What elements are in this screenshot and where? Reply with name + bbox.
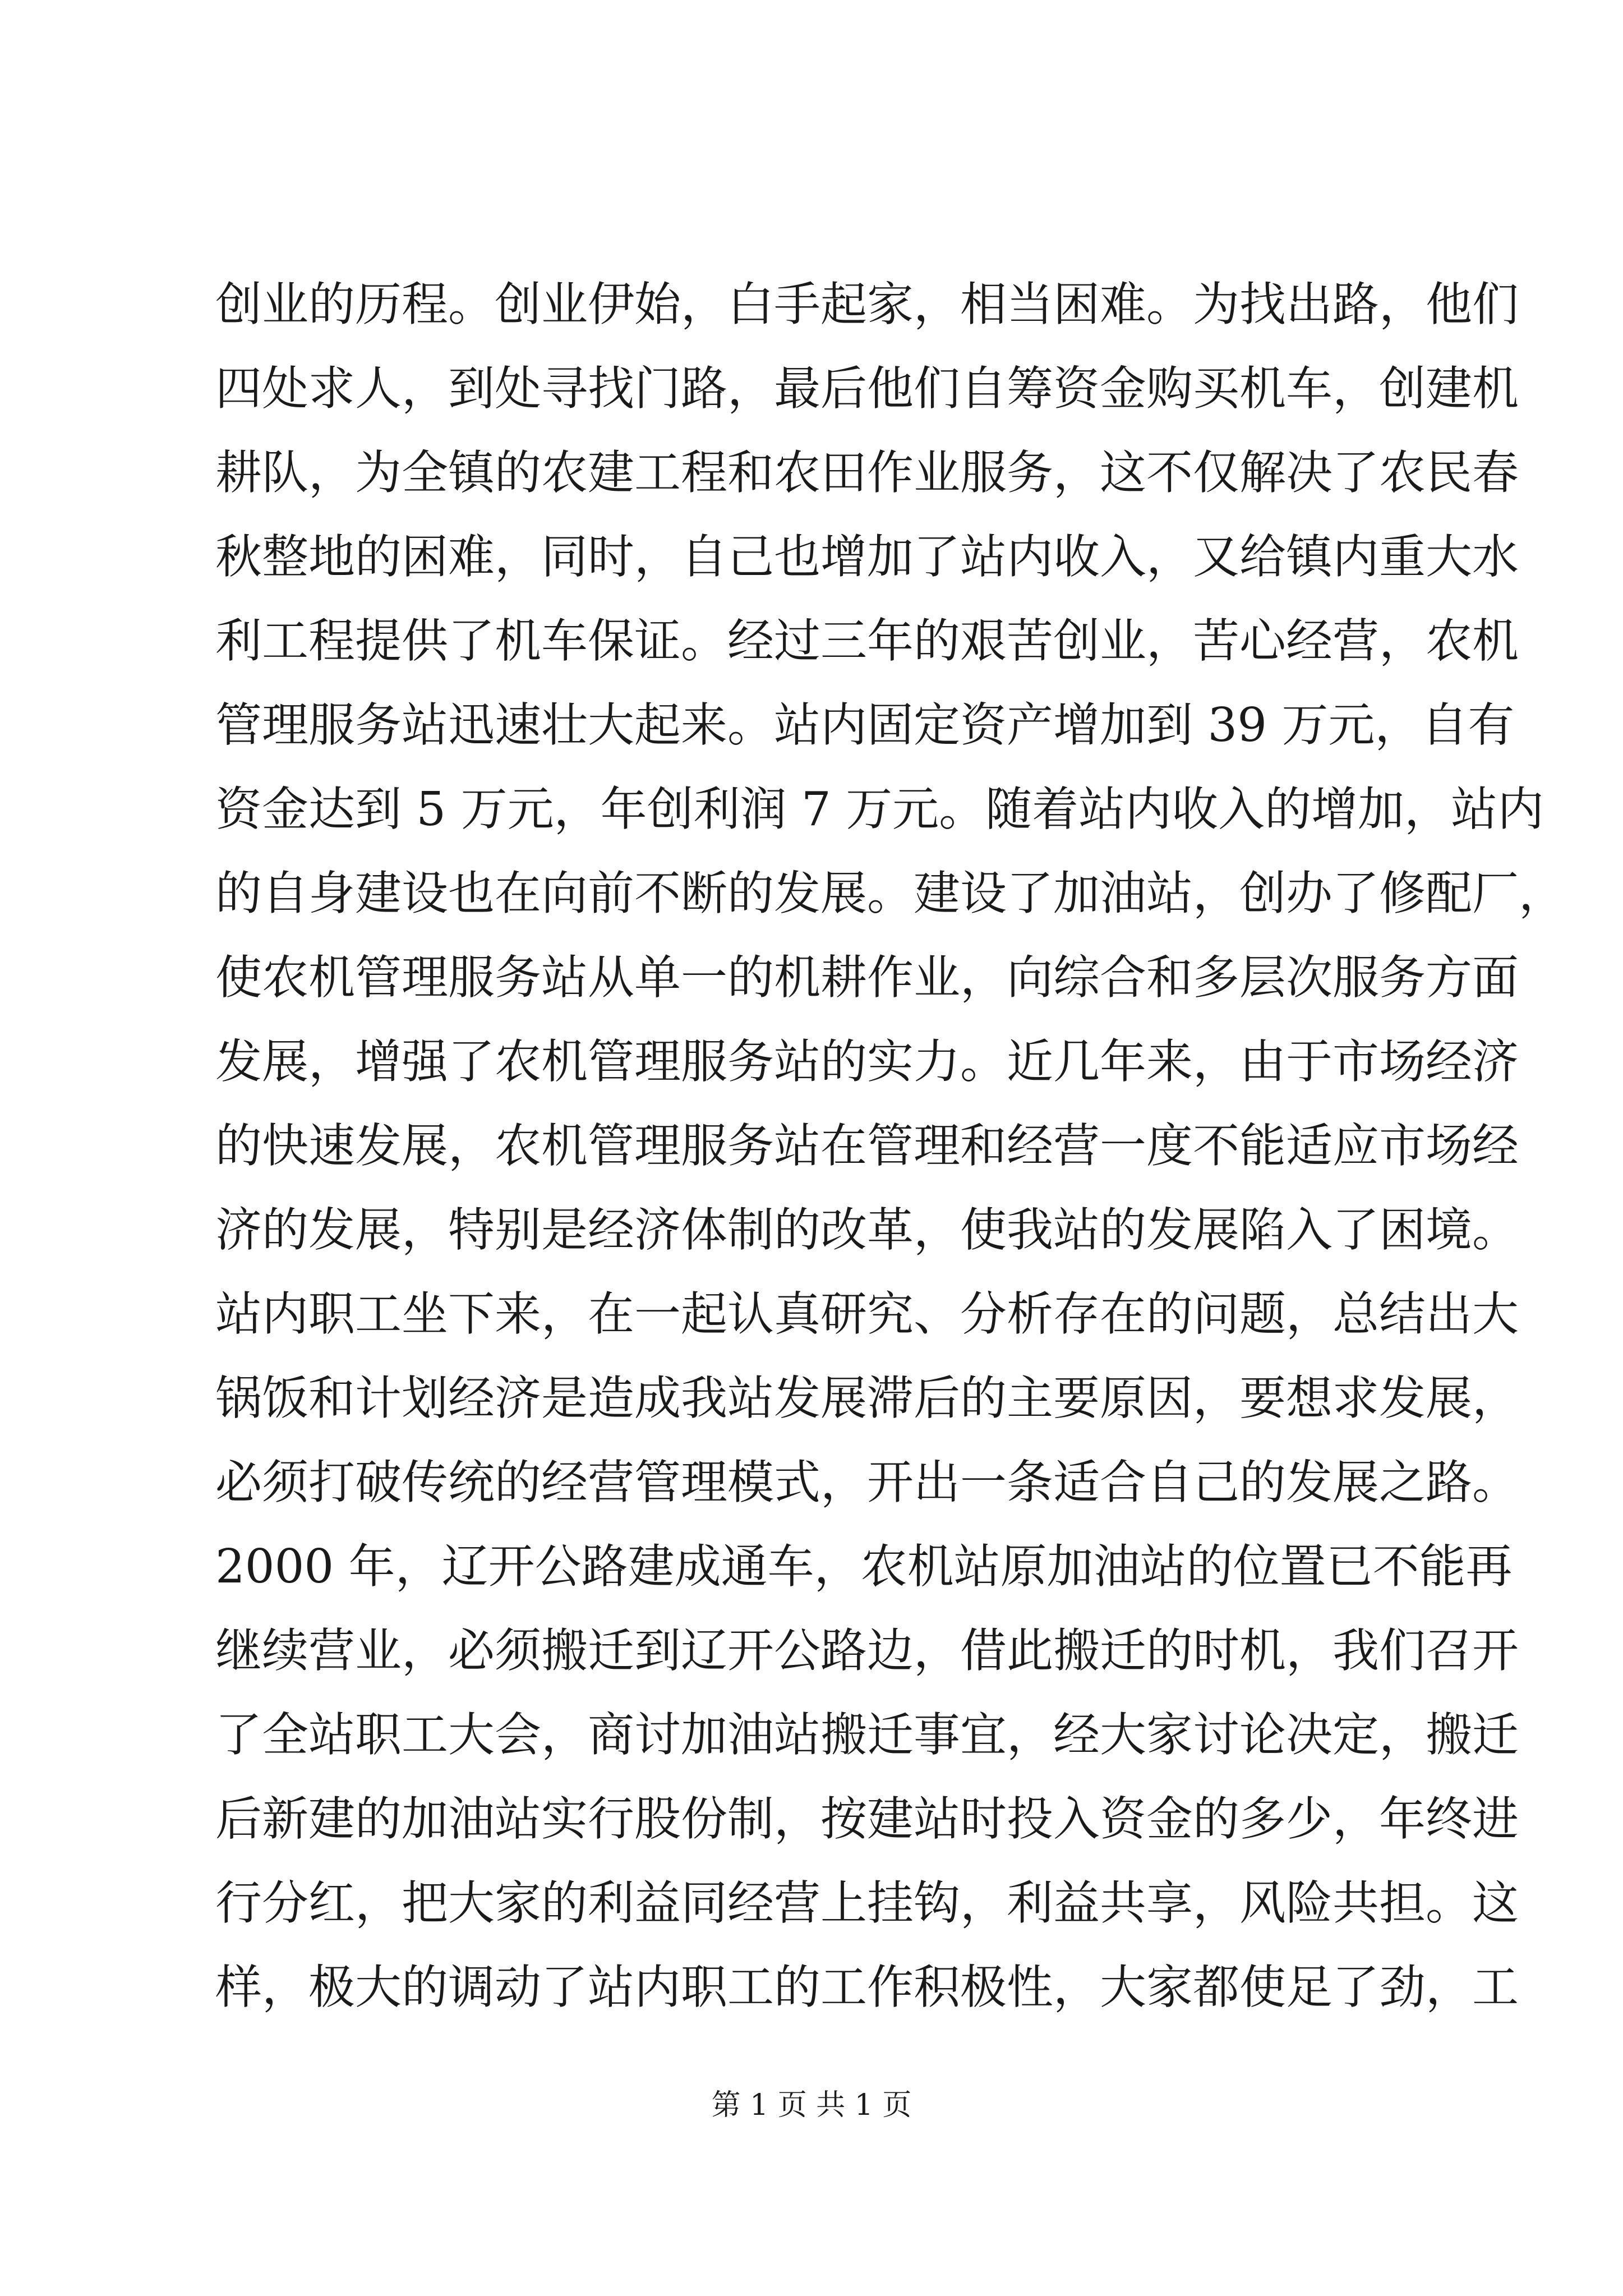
text-line: 站内职工坐下来，在一起认真研究、分析存在的问题，总结出大 [215, 1287, 1519, 1341]
text-line: 利工程提供了机车保证。经过三年的艰苦创业，苦心经营，农机 [215, 614, 1519, 668]
text-line: 秋整地的困难，同时，自己也增加了站内收入，又给镇内重大水 [215, 530, 1519, 584]
text-line: 发展，增强了农机管理服务站的实力。近几年来，由于市场经济 [215, 1034, 1519, 1089]
text-line: 了全站职工大会，商讨加油站搬迁事宜，经大家讨论决定，搬迁 [215, 1708, 1519, 1762]
text-line: 继续营业，必须搬迁到辽开公路边，借此搬迁的时机，我们召开 [215, 1623, 1519, 1678]
text-line: 的自身建设也在向前不断的发展。建设了加油站，创办了修配厂， [215, 866, 1565, 921]
text-line: 济的发展，特别是经济体制的改革，使我站的发展陷入了困境。 [215, 1203, 1519, 1257]
text-line: 四处求人，到处寻找门路，最后他们自筹资金购买机车，创建机 [215, 361, 1519, 416]
text-line: 的快速发展，农机管理服务站在管理和经营一度不能适应市场经 [215, 1119, 1519, 1173]
text-line: 创业的历程。创业伊始，白手起家，相当困难。为找出路，他们 [215, 277, 1519, 332]
text-line: 资金达到 5 万元，年创利润 7 万元。随着站内收入的增加，站内 [215, 782, 1544, 836]
text-line: 2000 年，辽开公路建成通车，农机站原加油站的位置已不能再 [215, 1539, 1513, 1594]
text-line: 管理服务站迅速壮大起来。站内固定资产增加到 39 万元，自有 [215, 698, 1515, 752]
body-paragraph [215, 263, 1565, 2030]
text-line: 后新建的加油站实行股份制，按建站时投入资金的多少，年终进 [215, 1792, 1519, 1846]
page-footer: 第 1 页 共 1 页 [711, 2088, 912, 2122]
text-line: 行分红，把大家的利益同经营上挂钩，利益共享，风险共担。这 [215, 1876, 1519, 1930]
text-line: 锅饭和计划经济是造成我站发展滞后的主要原因，要想求发展， [215, 1371, 1519, 1425]
text-line: 样，极大的调动了站内职工的工作积极性，大家都使足了劲，工 [215, 1960, 1519, 2014]
text-line: 使农机管理服务站从单一的机耕作业，向综合和多层次服务方面 [215, 950, 1519, 1005]
text-line: 耕队，为全镇的农建工程和农田作业服务，这不仅解决了农民春 [215, 445, 1519, 500]
text-line: 必须打破传统的经营管理模式，开出一条适合自己的发展之路。 [215, 1455, 1519, 1510]
